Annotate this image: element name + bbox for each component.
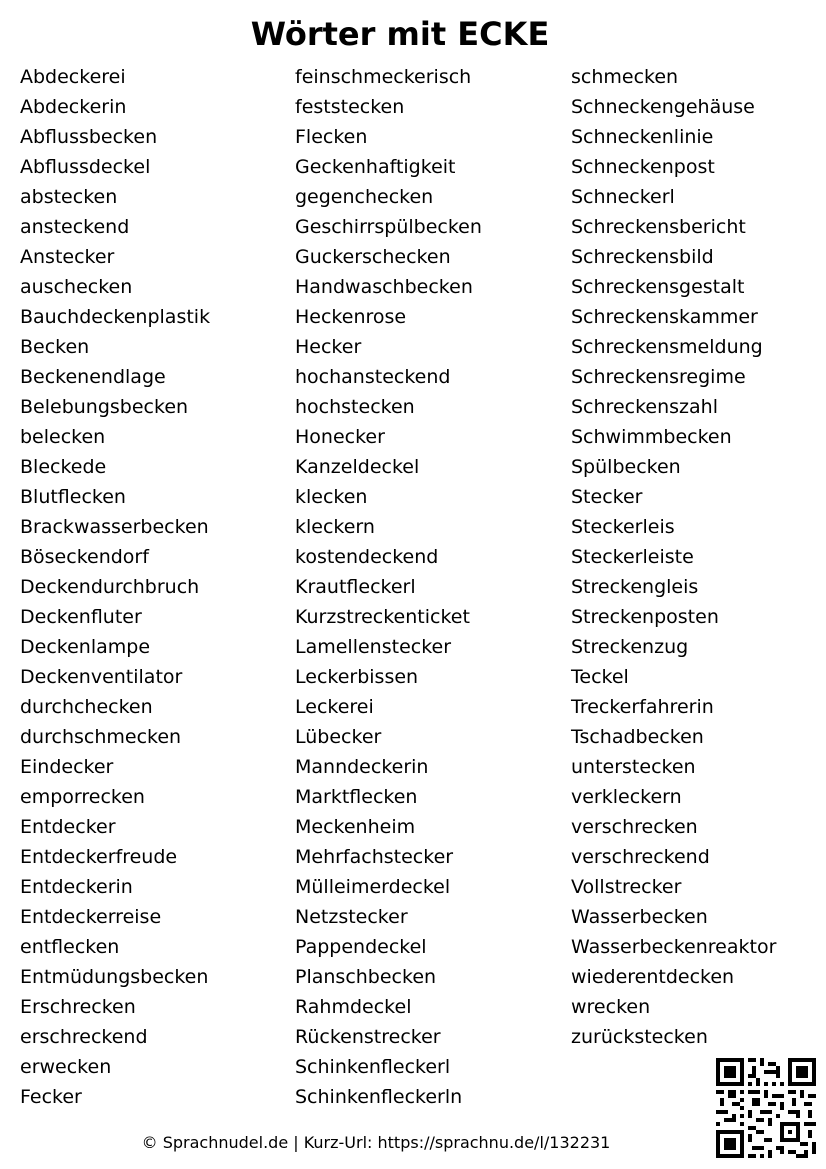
word-item: Beckenendlage xyxy=(20,366,166,388)
word-item: Entdeckerreise xyxy=(20,906,162,928)
word-item: Meckenheim xyxy=(295,816,416,838)
word-item: hochansteckend xyxy=(295,366,451,388)
word-item: Streckenposten xyxy=(571,606,719,628)
word-item: verschrecken xyxy=(571,816,698,838)
word-item: Leckerbissen xyxy=(295,666,419,688)
word-item: gegenchecken xyxy=(295,186,434,208)
word-item: Wasserbecken xyxy=(571,906,708,928)
word-item: verkleckern xyxy=(571,786,682,808)
word-item: Treckerfahrerin xyxy=(571,696,714,718)
word-item: Geckenhaftigkeit xyxy=(295,156,456,178)
word-item: Vollstrecker xyxy=(571,876,682,898)
word-item: Abdeckerin xyxy=(20,96,127,118)
word-item: emporrecken xyxy=(20,786,145,808)
word-item: Deckendurchbruch xyxy=(20,576,200,598)
word-column-1 xyxy=(20,62,210,1112)
word-item: Heckenrose xyxy=(295,306,407,328)
word-item: schmecken xyxy=(571,66,679,88)
word-item: Fecker xyxy=(20,1086,82,1108)
word-item: Stecker xyxy=(571,486,643,508)
word-column-2 xyxy=(295,62,482,1112)
page-title: Wörter mit ECKE xyxy=(250,15,550,53)
word-item: abstecken xyxy=(20,186,118,208)
word-item: Schreckensregime xyxy=(571,366,746,388)
word-item: Mehrfachstecker xyxy=(295,846,454,868)
word-item: wiederentdecken xyxy=(571,966,735,988)
word-item: ansteckend xyxy=(20,216,130,238)
word-item: unterstecken xyxy=(571,756,696,778)
word-item: Geschirrspülbecken xyxy=(295,216,482,238)
word-item: Schneckengehäuse xyxy=(571,96,755,118)
word-item: feststecken xyxy=(295,96,405,118)
word-item: Pappendeckel xyxy=(295,936,427,958)
word-item: Deckenventilator xyxy=(20,666,183,688)
word-item: Tschadbecken xyxy=(571,726,704,748)
word-item: Schreckensbericht xyxy=(571,216,746,238)
word-item: Anstecker xyxy=(20,246,115,268)
word-item: Kurzstreckenticket xyxy=(295,606,470,628)
word-item: Schreckenszahl xyxy=(571,396,718,418)
word-item: Schneckenlinie xyxy=(571,126,714,148)
word-item: Eindecker xyxy=(20,756,114,778)
word-item: Netzstecker xyxy=(295,906,408,928)
word-item: Schreckensmeldung xyxy=(571,336,763,358)
word-item: Teckel xyxy=(571,666,629,688)
word-item: wrecken xyxy=(571,996,651,1018)
word-item: klecken xyxy=(295,486,368,508)
word-item: Steckerleis xyxy=(571,516,675,538)
word-item: Deckenfluter xyxy=(20,606,142,628)
word-item: zurückstecken xyxy=(571,1026,708,1048)
word-item: Leckerei xyxy=(295,696,374,718)
word-item: Rückenstrecker xyxy=(295,1026,441,1048)
word-item: Streckengleis xyxy=(571,576,699,598)
word-item: hochstecken xyxy=(295,396,415,418)
word-item: Entdeckerin xyxy=(20,876,133,898)
word-item: Abdeckerei xyxy=(20,66,126,88)
word-item: Schreckenskammer xyxy=(571,306,758,328)
word-item: Steckerleiste xyxy=(571,546,694,568)
word-item: Brackwasserbecken xyxy=(20,516,209,538)
word-item: durchschmecken xyxy=(20,726,182,748)
word-item: Abflussdeckel xyxy=(20,156,151,178)
word-item: Schneckenpost xyxy=(571,156,715,178)
word-item: Erschrecken xyxy=(20,996,136,1018)
word-item: Entdecker xyxy=(20,816,116,838)
word-item: Wasserbeckenreaktor xyxy=(571,936,777,958)
word-item: Flecken xyxy=(295,126,368,148)
footer-credit: © Sprachnudel.de | Kurz-Url: https://sprachnu.de/l/132231 xyxy=(141,1133,611,1152)
word-item: belecken xyxy=(20,426,106,448)
word-item: Schreckensgestalt xyxy=(571,276,745,298)
word-item: entflecken xyxy=(20,936,120,958)
word-item: Krautfleckerl xyxy=(295,576,416,598)
word-item: Handwaschbecken xyxy=(295,276,473,298)
word-item: Becken xyxy=(20,336,90,358)
word-item: Hecker xyxy=(295,336,362,358)
word-item: Manndeckerin xyxy=(295,756,429,778)
word-item: Honecker xyxy=(295,426,385,448)
word-item: feinschmeckerisch xyxy=(295,66,472,88)
word-item: Bleckede xyxy=(20,456,107,478)
word-item: kleckern xyxy=(295,516,375,538)
word-item: Kanzeldeckel xyxy=(295,456,420,478)
word-item: erwecken xyxy=(20,1056,112,1078)
word-item: Spülbecken xyxy=(571,456,681,478)
word-item: Marktflecken xyxy=(295,786,418,808)
word-item: Guckerschecken xyxy=(295,246,451,268)
word-item: Bauchdeckenplastik xyxy=(20,306,211,328)
word-item: Blutflecken xyxy=(20,486,126,508)
word-item: Schinkenfleckerl xyxy=(295,1056,451,1078)
word-item: Mülleimerdeckel xyxy=(295,876,451,898)
word-item: Schneckerl xyxy=(571,186,675,208)
word-item: Lamellenstecker xyxy=(295,636,452,658)
word-item: kostendeckend xyxy=(295,546,439,568)
word-item: Schinkenfleckerln xyxy=(295,1086,463,1108)
word-item: Schreckensbild xyxy=(571,246,714,268)
word-item: Planschbecken xyxy=(295,966,437,988)
word-item: Böseckendorf xyxy=(20,546,149,568)
word-item: Abflussbecken xyxy=(20,126,158,148)
word-item: Rahmdeckel xyxy=(295,996,412,1018)
word-item: verschreckend xyxy=(571,846,710,868)
word-item: erschreckend xyxy=(20,1026,148,1048)
word-item: Schwimmbecken xyxy=(571,426,732,448)
word-item: Streckenzug xyxy=(571,636,689,658)
word-item: Entmüdungsbecken xyxy=(20,966,209,988)
word-item: Belebungsbecken xyxy=(20,396,189,418)
word-item: Entdeckerfreude xyxy=(20,846,178,868)
word-item: durchchecken xyxy=(20,696,153,718)
word-item: Lübecker xyxy=(295,726,382,748)
word-item: auschecken xyxy=(20,276,133,298)
word-column-3 xyxy=(571,62,776,1052)
word-item: Deckenlampe xyxy=(20,636,151,658)
